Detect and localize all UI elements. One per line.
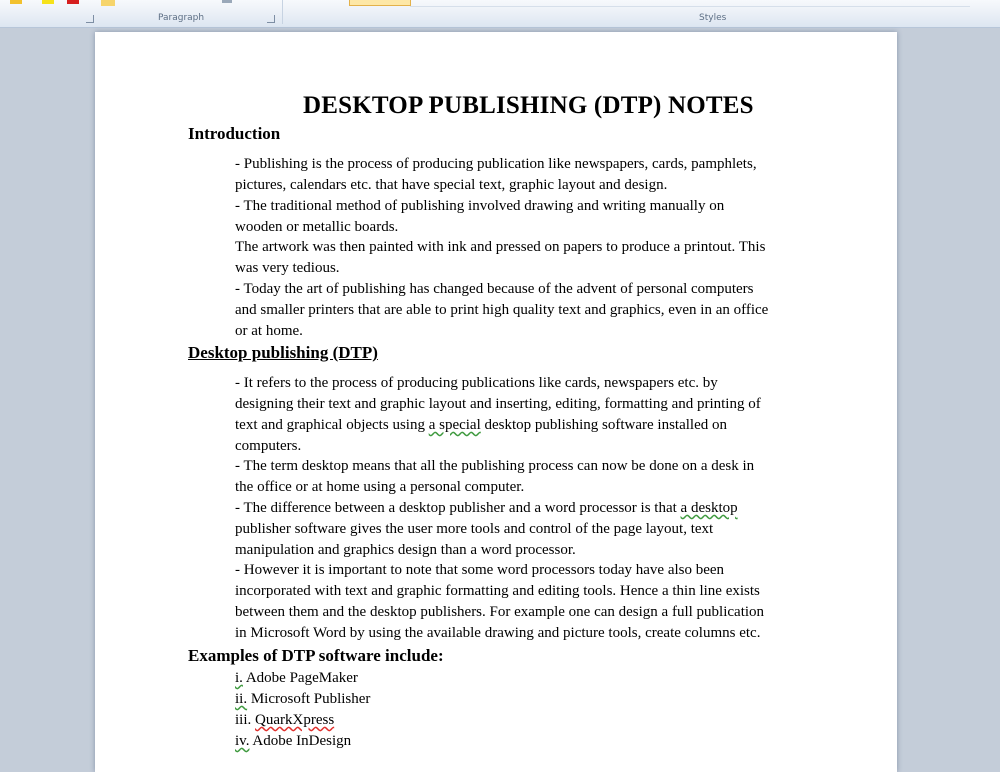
text-segment: - The difference between a desktop publisher and a word processor is that: [235, 500, 681, 516]
paragraph-group-label: Paragraph: [158, 13, 205, 23]
list-text: Microsoft Publisher: [247, 691, 371, 707]
styles-group-label: Styles: [699, 13, 727, 23]
borders-icon[interactable]: [222, 0, 232, 3]
text-line: - Publishing is the process of producing publication like newspapers, cards, pamphlets,: [235, 156, 757, 172]
list-text: Adobe PageMaker: [242, 670, 358, 686]
text-line: manipulation and graphics design than a word processor.: [235, 542, 576, 558]
list-item: [235, 731, 351, 751]
heading-desktop-publishing: Desktop publishing (DTP): [188, 343, 378, 362]
list-number: ii.: [235, 691, 248, 707]
list-number: iv.: [235, 733, 250, 749]
list-number: iii.: [235, 712, 256, 728]
text-line: and smaller printers that are able to print high quality text and graphics, even in an office: [235, 302, 769, 318]
text-segment: text and graphical objects using: [235, 417, 429, 433]
grammar-flag[interactable]: a special: [428, 417, 481, 433]
text-line: incorporated with text and graphic formatting and editing tools. Hence a thin line exists: [235, 583, 760, 599]
text-line: designing their text and graphic layout and inserting, editing, formatting and printing of: [235, 396, 761, 412]
style-normal-selected[interactable]: [349, 0, 411, 6]
list-number: i.: [235, 670, 243, 686]
list-text: Adobe InDesign: [249, 733, 352, 749]
text-line: in Microsoft Word by using the available drawing and picture tools, create columns etc.: [235, 625, 761, 641]
text-line: - However it is important to note that some word processors today have also been: [235, 562, 725, 578]
text-line: computers.: [235, 438, 302, 454]
list-item: [235, 668, 358, 688]
text-line: or at home.: [235, 323, 303, 339]
highlight-color-icon[interactable]: [42, 0, 54, 4]
text-line: was very tedious.: [235, 260, 340, 276]
document-page[interactable]: [95, 32, 897, 772]
spelling-flag[interactable]: QuarkXpress: [255, 712, 335, 728]
ribbon-separator: [282, 0, 283, 24]
font-color-icon[interactable]: [67, 0, 79, 4]
paragraph-group-launcher-icon[interactable]: [267, 15, 275, 23]
styles-gallery[interactable]: [410, 0, 970, 7]
list-item: [235, 689, 370, 709]
heading-introduction: Introduction: [188, 124, 281, 143]
paragraph-shading-icon[interactable]: [101, 0, 115, 6]
text-line: - The traditional method of publishing involved drawing and writing manually on: [235, 198, 725, 214]
list-item: [235, 710, 334, 730]
ribbon: [0, 0, 1000, 28]
text-line: wooden or metallic boards.: [235, 219, 399, 235]
font-group-launcher-icon[interactable]: [86, 15, 94, 23]
text-segment: desktop publishing software installed on: [480, 417, 727, 433]
text-line: the office or at home using a personal computer.: [235, 479, 525, 495]
text-line: - It refers to the process of producing publications like cards, newspapers etc. by: [235, 375, 718, 391]
text-line: publisher software gives the user more tools and control of the page layout, text: [235, 521, 714, 537]
text-line: - The term desktop means that all the publishing process can now be done on a desk in: [235, 458, 755, 474]
text-line: - Today the art of publishing has changed because of the advent of personal computers: [235, 281, 754, 297]
shading-icon[interactable]: [10, 0, 22, 4]
text-line: pictures, calendars etc. that have special text, graphic layout and design.: [235, 177, 668, 193]
document-title: DESKTOP PUBLISHING (DTP) NOTES: [303, 92, 754, 119]
text-line: [235, 498, 738, 518]
text-line: [235, 415, 727, 435]
text-line: The artwork was then painted with ink and pressed on papers to produce a printout. This: [235, 239, 766, 255]
grammar-flag[interactable]: a desktop: [680, 500, 738, 516]
text-line: between them and the desktop publishers. For example one can design a full publication: [235, 604, 765, 620]
heading-examples: Examples of DTP software include:: [188, 646, 444, 665]
